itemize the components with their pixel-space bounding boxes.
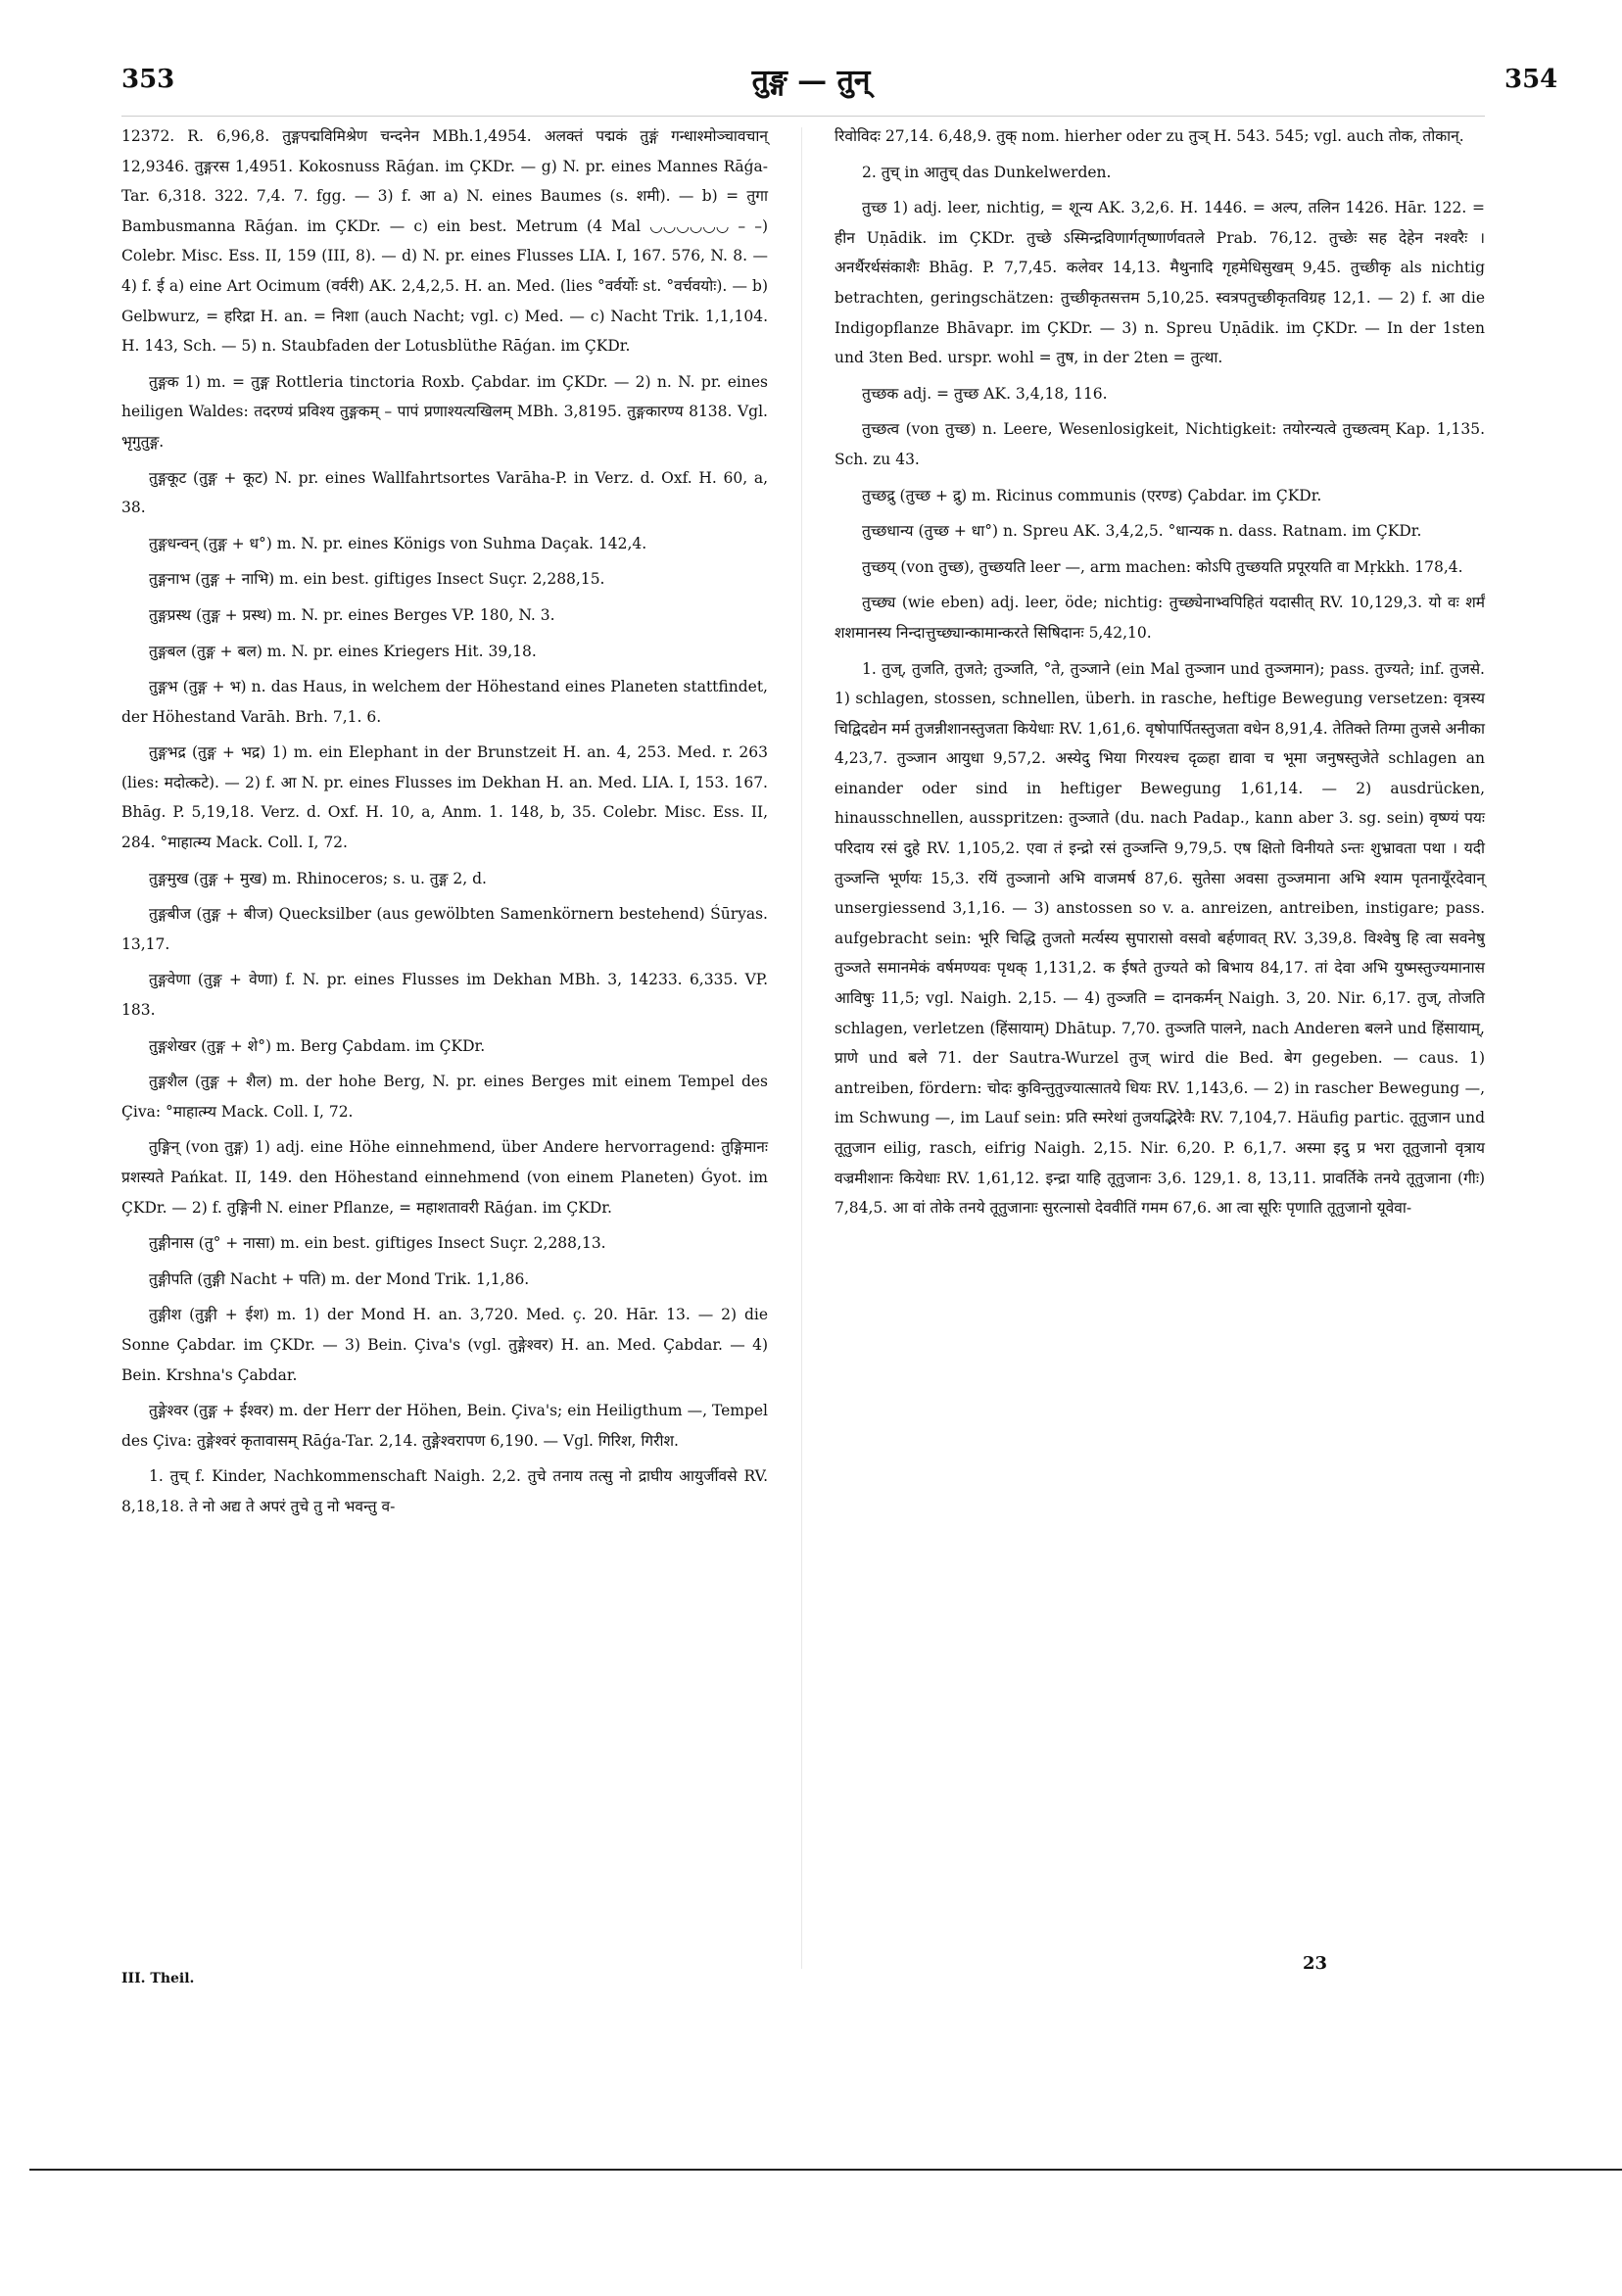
- entry-paragraph: तुच्छधान्य (तुच्छ + धा°) n. Spreu AK. 3,4,2,5. °धान्यक n. dass. Ratnam. im ÇKDr.: [862, 522, 1422, 541]
- entry-paragraph: तुङ्गशेखर (तुङ्ग + शे°) m. Berg Çabdam. im ÇKDr.: [149, 1036, 486, 1055]
- entry-paragraph: तुङ्गभद्र (तुङ्ग + भद्र) 1) m. ein Elephant in der Brunstzeit H. an. 4, 253. Med. r. 263 (lies: मदोत्कटे). — 2) f. आ N. pr. eines Flusses im Dekhan H. an. Med. LIA. I, 153. 167. Bhāg. P. 5,19,18. Verz. d. Oxf. H. 10, a, Anm. 1. 148, b, 35. Colebr. Misc. Ess. II, 284. °माहात्म्य Mack. Coll. I, 72.: [121, 743, 768, 852]
- entry-paragraph: 12372. R. 6,96,8. तुङ्गपद्मविमिश्रेण चन्दनेन MBh.1,4954. अलक्तं पद्मकं तुङ्गं गन्धाश्मोञ्चावचान् 12,9346. तुङ्गरस 1,4951. Kokosnuss Rāǵan. im ÇKDr. — g) N. pr. eines Mannes Rāǵa-Tar. 6,318. 322. 7,4. 7. fgg. — 3) f. आ a) N. eines Baumes (s. शमी). — b) = तुगा Bambusmanna Rāǵan. im ÇKDr. — c) ein best. Metrum (4 Mal ◡◡◡◡◡◡ – –) Colebr. Misc. Ess. II, 159 (III, 8). — d) N. pr. eines Flusses LIA. I, 167. 576, N. 8. — 4) f. ई a) eine Art Ocimum (वर्वरी) AK. 2,4,2,5. H. an. Med. (lies °वर्वर्योः st. °वर्चवयोः). — b) Gelbwurz, = हरिद्रा H. an. = निशा (auch Nacht; vgl. c) Med. — c) Nacht Trik. 1,1,104. H. 143, Sch. — 5) n. Staubfaden der Lotusblüthe Rāǵan. im ÇKDr.: [121, 127, 768, 356]
- entry-paragraph: तुच्छ्य (wie eben) adj. leer, öde; nichtig: तुच्छ्येनाभ्वपिहितं यदासीत् RV. 10,129,3. यो वः शर्मं शशमानस्य निन्दात्तुच्छ्यान्कामान्करते सिषिदानः 5,42,10.: [835, 594, 1485, 642]
- entry-paragraph: तुच्छ 1) adj. leer, nichtig, = शून्य AK. 3,2,6. H. 1446. = अल्प, तलिन 1426. Hār. 122. = हीन Uṇādik. im ÇKDr. तुच्छे ऽस्मिन्द्रविणार्गतृष्णार्णवतले Prab. 76,12. तुच्छेः सह देहेन नश्वरैः । अनर्थैरर्थसंकाशैः Bhāg. P. 7,7,45. कलेवर 14,13. मैथुनादि गृहमेधिसुखम् 9,45. तुच्छीकृ als nichtig betrachten, geringschätzen: तुच्छीकृतसत्तम 5,10,25. स्वत्रपतुच्छीकृतविग्रह 12,1. — 2) f. आ die Indigopflanze Bhāvapr. im ÇKDr. — 3) n. Spreu Uṇādik. im ÇKDr. — In der 1sten und 3ten Bed. urspr. wohl = तुष, in der 2ten = तुत्था.: [835, 199, 1485, 367]
- entry-paragraph: तुङ्गशैल (तुङ्ग + शैल) m. der hohe Berg, N. pr. eines Berges mit einem Tempel des Çiva: °माहात्म्य Mack. Coll. I, 72.: [121, 1073, 768, 1121]
- signature-mark: 23: [1303, 1953, 1328, 1974]
- entry-paragraph: तुङ्गभ (तुङ्ग + भ) n. das Haus, in welchem der Höhestand eines Planeten stattfindet, der Höhestand Varāh. Brh. 7,1. 6.: [121, 678, 768, 726]
- entry-paragraph: तुङ्गीनास (तु° + नासा) m. ein best. giftiges Insect Suçr. 2,288,13.: [149, 1234, 606, 1253]
- entry-paragraph: तुङ्गिन् (von तुङ्ग) 1) adj. eine Höhe einnehmend, über Andere hervorragend: तुङ्गिमानः प्रशस्यते Pańkat. II, 149. den Höhestand einnehmend (von einem Planeten) Ǵyot. im ÇKDr. — 2) f. तुङ्गिनी N. einer Pflanze, = महाशतावरी Rāǵan. im ÇKDr.: [121, 1138, 768, 1217]
- entry-paragraph: तुङ्गबल (तुङ्ग + बल) m. N. pr. eines Kriegers Hit. 39,18.: [149, 642, 537, 660]
- entry-paragraph: 1. तुज्, तुजति, तुजते; तुञ्जति, °ते, तुञ्जाने (ein Mal तुञ्जान und तुञ्जमान); pass. तुज्यते; inf. तुजसे. 1) schlagen, stossen, schnellen, überh. in rasche, heftige Bewegung versetzen: वृत्रस्य चिद्विदद्येन मर्म तुजन्नीशानस्तुजता कियेधाः RV. 1,61,6. वृषोपार्पितस्तुजता वधेन 8,91,4. तेतिक्ते तिग्मा तुजसे अनीका 4,23,7. तुञ्जान आयुधा 9,57,2. अस्येदु भिया गिरयश्च दृळ्हा द्यावा च भूमा जनुषस्तुजेते schlagen an einander oder sind in heftiger Bewegung 1,61,14. — 2) ausdrücken, hinausschnellen, ausspritzen: तुञ्जाते (du. nach Padap., kann aber 3. sg. sein) वृष्ण्यं पयः परिदाय रसं दुहे RV. 1,105,2. एवा तं इन्द्रो रसं तुञ्जन्ति 9,79,5. एष क्षितो विनीयते ऽन्तः शुभ्रावता पथा । यदी तुञ्जन्ति भूर्णयः 15,3. रयिं तुञ्जानो अभि वाजमर्ष 87,6. सुतेसा अवसा तुञ्जमाना अभि श्याम पृतनायूँरदेवान् unsergiessend 3,1,16. — 3) anstossen so v. a. anreizen, antreiben, instigare; pass. aufgebracht sein: भूरि चिद्धि तुजतो मर्त्यस्य सुपारासो वसवो बर्हणावत् RV. 3,39,8. विश्वेषु हि त्वा सवनेषु तुञ्जते समानमेकं वर्षमण्यवः पृथक् 1,131,2. क ईषते तुज्यते को बिभाय 84,17. तां देवा अभि युष्मस्तुज्यमानास आविषुः 11,5; vgl. Naigh. 2,15. — 4) तुञ्जति = दानकर्मन् Naigh. 3, 20. Nir. 6,17. तुज्, तोजति schlagen, verletzen (हिंसायाम्) Dhātup. 7,70. तुञ्जति पालने, nach Anderen बलने und हिंसायाम्, प्राणे und बले 71. der Sautra-Wurzel तुज् wird die Bed. बेग gegeben. — caus. 1) antreiben, fördern: चोदः कुविन्तुतुज्यात्सातये धियः RV. 1,143,6. — 2) in rascher Bewegung —, im Schwung —, im Lauf sein: प्रति स्मरेथां तुजयद्भिरेवैः RV. 7,104,7. Häufig partic. तूतुजान und तूतुजान eilig, rasch, eifrig Naigh. 2,15. Nir. 6,20. P. 6,1,7. अस्मा इदु प्र भरा तूतुजानो वृत्राय वज्रमीशानः कियेधाः RV. 1,61,12. इन्द्रा याहि तूतुजानः 3,6. 129,1. 8, 13,11. प्रावर्तिके तनये तूतुजाना (गीः) 7,84,5. आ वां तोके तनये तूतुजानाः सुरत्नासो देववीतिं गमम 67,6. आ त्वा सूरिः पृणाति तूतुजानो यूवेवा-: [835, 659, 1485, 1218]
- entry-paragraph: तुच्छद्रु (तुच्छ + द्रु) m. Ricinus communis (एरण्ड) Çabdar. im ÇKDr.: [862, 486, 1322, 504]
- entry-paragraph: 2. तुच् in आतुच् das Dunkelwerden.: [862, 163, 1112, 181]
- entry-paragraph: तुच्छक adj. = तुच्छ AK. 3,4,18, 116.: [862, 384, 1108, 403]
- entry-paragraph: तुङ्गमुख (तुङ्ग + मुख) m. Rhinoceros; s. u. तुङ्ग 2, d.: [149, 869, 487, 887]
- entry-paragraph: तुङ्गीपति (तुङ्गी Nacht + पति) m. der Mond Trik. 1,1,86.: [149, 1269, 530, 1288]
- entry-paragraph: 1. तुच् f. Kinder, Nachkommenschaft Naigh. 2,2. तुचे तनाय तत्सु नो द्राघीय आयुर्जीवसे RV. 8,18,18. ते नो अद्य ते अपरं तुचे तु नो भवन्तु व-: [121, 1467, 768, 1515]
- entry-paragraph: रिवोविदः 27,14. 6,48,9. तुक् nom. hierher oder zu तुञ् H. 543. 545; vgl. auch तोक, तोकान्.: [835, 127, 1464, 145]
- right-page-number: 354: [1504, 65, 1558, 94]
- entry-paragraph: तुङ्गीश (तुङ्गी + ईश) m. 1) der Mond H. an. 3,720. Med. ç. 20. Hār. 13. — 2) die Sonne Çabdar. im ÇKDr. — 3) Bein. Çiva's (vgl. तुङ्गेश्वर) H. an. Med. Çabdar. — 4) Bein. Krshna's Çabdar.: [121, 1306, 768, 1384]
- left-page-number: 353: [121, 65, 175, 94]
- entry-paragraph: तुङ्गप्रस्थ (तुङ्ग + प्रस्थ) m. N. pr. eines Berges VP. 180, N. 3.: [149, 605, 555, 624]
- entry-paragraph: तुङ्गनाभ (तुङ्ग + नाभि) m. ein best. giftiges Insect Suçr. 2,288,15.: [149, 570, 605, 589]
- volume-label: III. Theil.: [121, 1971, 195, 1986]
- entry-paragraph: तुङ्गधन्वन् (तुङ्ग + ध°) m. N. pr. eines Königs von Suhma Daçak. 142,4.: [149, 534, 647, 552]
- entry-paragraph: तुङ्गक 1) m. = तुङ्ग Rottleria tinctoria Roxb. Çabdar. im ÇKDr. — 2) n. N. pr. eines heiligen Waldes: तदरण्यं प्रविश्य तुङ्गकम् – पापं प्रणाश्यत्यखिलम् MBh. 3,8195. तुङ्गकारण्य 8138. Vgl. भृगुतुङ्ग.: [121, 372, 768, 451]
- bottom-rule: [29, 2169, 1622, 2171]
- left-column: [121, 121, 768, 1528]
- entry-paragraph: तुङ्गवेणा (तुङ्ग + वेणा) f. N. pr. eines Flusses im Dekhan MBh. 3, 14233. 6,335. VP. 183.: [121, 971, 768, 1020]
- running-head: तुङ्ग — तुन्: [751, 64, 871, 98]
- column-divider: [801, 127, 802, 1969]
- right-column: [835, 121, 1485, 1229]
- entry-paragraph: तुङ्गकूट (तुङ्ग + कूट) N. pr. eines Wallfahrtsortes Varāha-P. in Verz. d. Oxf. H. 60, a, 38.: [121, 468, 768, 517]
- entry-paragraph: तुङ्गबीज (तुङ्ग + बीज) Quecksilber (aus gewölbten Samenkörnern bestehend) Śūryas. 13,17.: [121, 905, 768, 953]
- entry-paragraph: तुच्छय् (von तुच्छ), तुच्छयति leer —, arm machen: कोऽपि तुच्छयति प्रपूरयति वा Mṛkkh. 178,4.: [862, 557, 1463, 576]
- entry-paragraph: तुङ्गेश्वर (तुङ्ग + ईश्वर) m. der Herr der Höhen, Bein. Çiva's; ein Heiligthum —, Tempel des Çiva: तुङ्गेश्वरं कृतावासम् Rāǵa-Tar. 2,14. तुङ्गेश्वरापण 6,190. — Vgl. गिरिश, गिरीश.: [121, 1402, 768, 1450]
- header-rule: [121, 116, 1485, 117]
- entry-paragraph: तुच्छत्व (von तुच्छ) n. Leere, Wesenlosigkeit, Nichtigkeit: तयोरन्यत्वे तुच्छत्वम् Kap. 1,135. Sch. zu 43.: [835, 420, 1485, 468]
